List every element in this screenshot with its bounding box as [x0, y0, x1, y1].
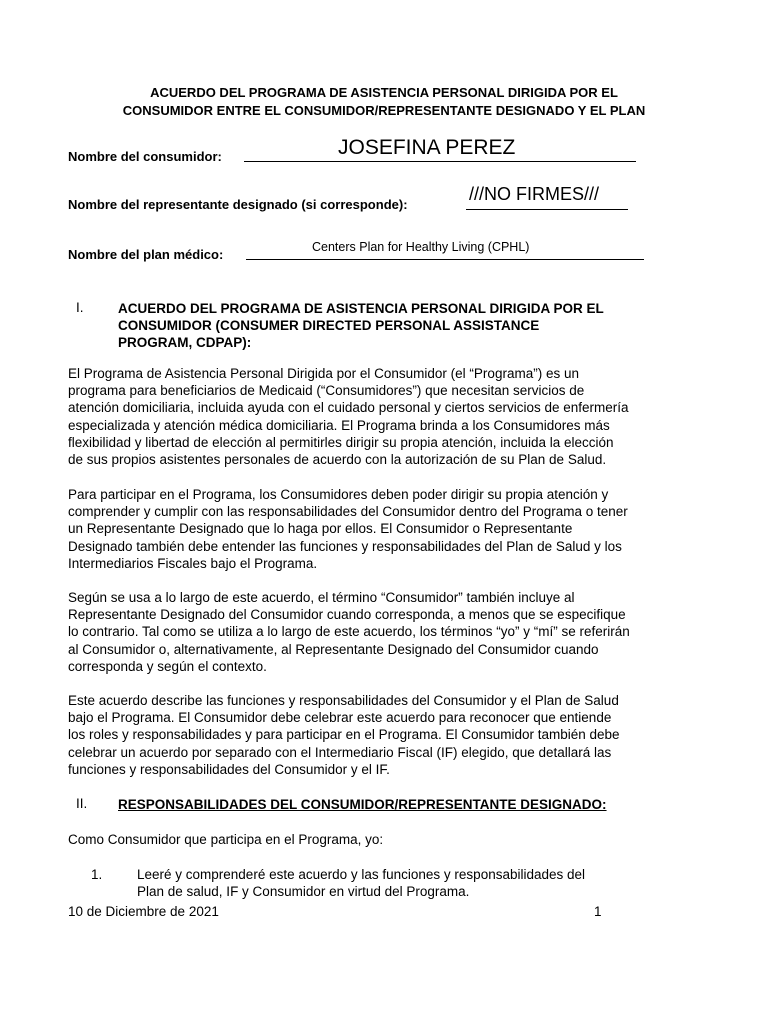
section-1-heading-line-1: ACUERDO DEL PROGRAMA DE ASISTENCIA PERSONAL DIRIGIDA POR EL	[118, 301, 604, 316]
page-number: 1	[594, 904, 602, 919]
section-1-number: I.	[76, 300, 84, 315]
health-plan-value[interactable]: Centers Plan for Healthy Living (CPHL)	[312, 240, 530, 254]
section-1-heading	[118, 300, 604, 351]
health-plan-field	[68, 232, 646, 262]
paragraph-line: bajo el Programa. El Consumidor debe celebrar este acuerdo para reconocer que entiende	[68, 710, 612, 726]
paragraph-line: Este acuerdo describe las funciones y responsabilidades del Consumidor y el Plan de Salud	[68, 693, 619, 708]
consumer-name-value[interactable]: JOSEFINA PEREZ	[338, 136, 516, 159]
paragraph-line: Para participar en el Programa, los Consumidores deben poder dirigir su propia atención y	[68, 487, 609, 502]
list-item-number: 1.	[91, 867, 103, 882]
section-2-intro: Como Consumidor que participa en el Programa, yo:	[68, 832, 384, 847]
paragraph-program-description	[68, 365, 700, 468]
representative-name-field	[68, 182, 630, 212]
paragraph-line: especializada y atención médica domiciliaria. El Programa brinda a los Consumidores más	[68, 417, 610, 433]
footer-date: 10 de Diciembre de 2021	[68, 904, 219, 919]
section-1-heading-line-3: PROGRAM, CDPAP):	[118, 335, 252, 350]
paragraph-line: al Consumidor o, alternativamente, al Representante Designado del Consumidor cuando	[68, 641, 599, 657]
paragraph-agreement-scope	[68, 692, 700, 778]
paragraph-line: de sus propios asistentes personales de acuerdo con la autorización de su Plan de Salud.	[68, 452, 607, 468]
paragraph-line: Intermediarios Fiscales bajo el Programa.	[68, 555, 318, 571]
paragraph-line: Designado también debe entender las funciones y responsabilidades del Plan de Salud y los	[68, 538, 622, 554]
representative-name-value[interactable]: ///NO FIRMES///	[469, 184, 600, 204]
consumer-name-underline	[244, 161, 636, 162]
document-title-line-1: ACUERDO DEL PROGRAMA DE ASISTENCIA PERSONAL DIRIGIDA POR EL	[150, 85, 618, 100]
document-title-line-2: CONSUMIDOR ENTRE EL CONSUMIDOR/REPRESENTANTE DESIGNADO Y EL PLAN	[122, 103, 646, 118]
list-item-line: Plan de salud, IF y Consumidor en virtud del Programa.	[137, 884, 470, 900]
representative-name-underline	[466, 209, 628, 210]
consumer-name-label: Nombre del consumidor:	[68, 149, 222, 164]
paragraph-line: lo contrario. Tal como se utiliza a lo largo de este acuerdo, los términos “yo” y “mí” se referirán	[68, 624, 630, 640]
paragraph-line: celebrar un acuerdo por separado con el Intermediario Fiscal (IF) elegido, que detallará las	[68, 744, 612, 760]
paragraph-line: Según se usa a lo largo de este acuerdo, el término “Consumidor” también incluye al	[68, 590, 575, 605]
paragraph-line: los roles y responsabilidades y para participar en el Programa. El Consumidor también debe	[68, 727, 620, 743]
paragraph-line: funciones y responsabilidades del Consumidor y el IF.	[68, 761, 390, 777]
paragraph-line: comprender y cumplir con las responsabilidades del Consumidor dentro del Programa o tener	[68, 504, 628, 520]
list-item	[137, 866, 697, 900]
section-2-number: II.	[76, 796, 88, 811]
paragraph-participation	[68, 486, 700, 572]
health-plan-underline	[246, 259, 644, 260]
paragraph-line: un Representante Designado que lo haga por ellos. El Consumidor o Representante	[68, 521, 573, 537]
consumer-name-field	[68, 134, 638, 164]
list-item-line: Leeré y comprenderé este acuerdo y las funciones y responsabilidades del	[137, 867, 586, 882]
document-title	[40, 84, 728, 120]
paragraph-line: Representante Designado del Consumidor cuando corresponda, a menos que se especifique	[68, 607, 626, 623]
paragraph-line: flexibilidad y libertad de elección al permitirles dirigir su propia atención, incluida la elección	[68, 434, 614, 450]
paragraph-line: programa para beneficiarios de Medicaid (“Consumidores”) que necesitan servicios de	[68, 383, 585, 399]
section-1-heading-line-2: CONSUMIDOR (CONSUMER DIRECTED PERSONAL ASSISTANCE	[118, 318, 540, 333]
health-plan-label: Nombre del plan médico:	[68, 247, 224, 262]
section-2-heading: RESPONSABILIDADES DEL CONSUMIDOR/REPRESENTANTE DESIGNADO:	[118, 797, 607, 812]
paragraph-line: corresponda y según el contexto.	[68, 658, 267, 674]
paragraph-line: El Programa de Asistencia Personal Dirigida por el Consumidor (el “Programa”) es un	[68, 366, 579, 381]
paragraph-definitions	[68, 589, 700, 675]
paragraph-line: atención domiciliaria, incluida ayuda con el cuidado personal y ciertos servicios de enfermería	[68, 400, 629, 416]
representative-name-label: Nombre del representante designado (si corresponde):	[68, 197, 408, 212]
